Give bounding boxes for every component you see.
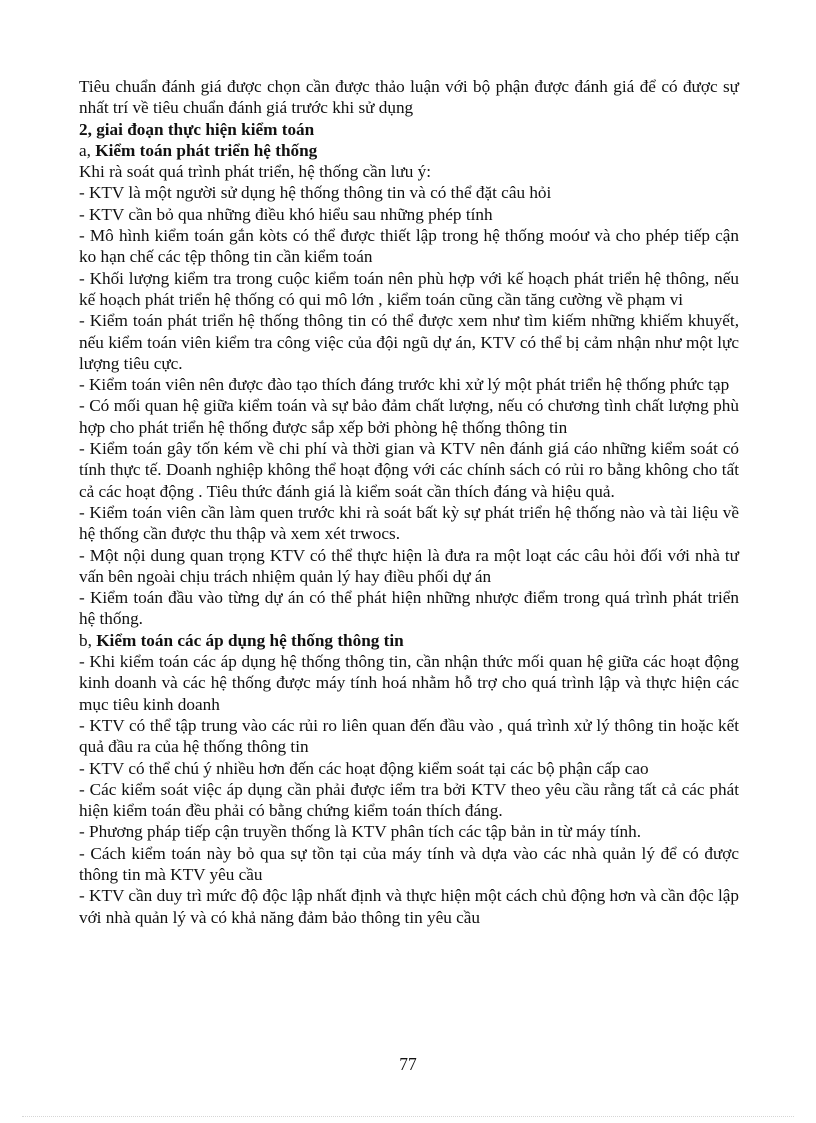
list-item: - Kiểm toán phát triển hệ thống thông tin có thể được xem như tìm kiếm những khiếm khuyết, nếu kiểm toán viên kiểm tra công việc của đội ngũ dự án, KTV có thể bị cảm nhận như một lực lượng tiêu cực. xyxy=(79,311,739,373)
list-item: - Kiểm toán đầu vào từng dự án có thể phát hiện những nhược điểm trong quá trình phát triển hệ thống. xyxy=(79,588,739,629)
intro-a: Khi rà soát quá trình phát triển, hệ thống cần lưu ý: xyxy=(79,162,432,182)
list-item: - KTV cần duy trì mức độ độc lập nhất định và thực hiện một cách chủ động hơn và cần độc lập với nhà quản lý và có khả năng đảm bảo thông tin yêu cầu xyxy=(79,886,739,927)
list-item: - Phương pháp tiếp cận truyền thống là KTV phân tích các tập bản in từ máy tính. xyxy=(79,822,641,842)
list-item: - Kiểm toán viên cần làm quen trước khi rà soát bất kỳ sự phát triển hệ thống nào và tài liệu về hệ thống cần được thu thập và xem xét trwocs. xyxy=(79,502,739,544)
subsection-heading-b: b, Kiểm toán các áp dụng hệ thống thông tin xyxy=(79,630,404,650)
page-number: 77 xyxy=(399,1054,417,1074)
list-item: - Các kiểm soát việc áp dụng cần phải được iểm tra bởi KTV theo yêu cầu rằng tất cả các phát hiện kiểm toán đều phải có bằng chứng kiểm toán thích đáng. xyxy=(79,779,739,821)
list-item: - Kiểm toán viên nên được đào tạo thích đáng trước khi xử lý một phát triển hệ thống phức tạp xyxy=(79,375,730,395)
paragraph-evaluation-criteria: Tiêu chuẩn đánh giá được chọn cần được thảo luận với bộ phận được đánh giá để có được sự nhất trí về tiêu chuẩn đánh giá trước khi sử dụng xyxy=(79,77,739,118)
list-item: - KTV có thể chú ý nhiều hơn đến các hoạt động kiểm soát tại các bộ phận cấp cao xyxy=(79,758,649,778)
list-item: - Có mối quan hệ giữa kiểm toán và sự bảo đảm chất lượng, nếu có chương tình chất lượng phù hợp cho phát triển hệ thống được sắp xếp bởi phòng hệ thống thông tin xyxy=(79,396,739,437)
list-item: - KTV cần bỏ qua những điều khó hiểu sau những phép tính xyxy=(79,204,493,224)
list-item: - Khối lượng kiểm tra trong cuộc kiểm toán nên phù hợp với kế hoạch phát triển hệ thông, nếu kế hoạch phát triển hệ thống có qui mô lớn , kiểm toán cũng cần tăng cường về phạm vi xyxy=(79,268,739,309)
list-item: - KTV có thể tập trung vào các rủi ro liên quan đến đầu vào , quá trình xử lý thông tin hoặc kết quả đầu ra của hệ thống thông tin xyxy=(79,715,739,757)
list-item: - Mô hình kiểm toán gắn kòts có thể được thiết lập trong hệ thống moóư và cho phép tiếp cận ko hạn chế các tệp thông tin cần kiểm toán xyxy=(79,226,739,267)
list-item: - Cách kiểm toán này bỏ qua sự tồn tại của máy tính và dựa vào các nhà quản lý để có được thông tin mà KTV yêu cầu xyxy=(79,843,739,884)
page-body xyxy=(79,76,739,928)
list-item: - Khi kiểm toán các áp dụng hệ thống thông tin, cần nhận thức mối quan hệ giữa các hoạt động kinh doanh và các hệ thống được máy tính hoá nhằm hỗ trợ cho quá trình lập và thực hiện các mục tiêu kinh doanh xyxy=(79,652,739,714)
subsection-heading-a: a, Kiểm toán phát triển hệ thống xyxy=(79,140,318,160)
page-bottom-edge xyxy=(22,1116,794,1117)
list-item: - Kiểm toán gây tốn kém về chi phí và thời gian và KTV nên đánh giá cáo những kiểm soát có tính thực tế. Doanh nghiệp không thể hoạt động với các chính sách có rủi ro bằng không cho tất cả các hoạt động . Tiêu thức đánh giá là kiểm soát cần thích đáng và hiệu quả. xyxy=(79,439,739,501)
section-heading-2: 2, giai đoạn thực hiện kiểm toán xyxy=(79,119,315,139)
list-item: - Một nội dung quan trọng KTV có thể thực hiện là đưa ra một loạt các câu hỏi đối với nhà tư vấn bên ngoài chịu trách nhiệm quản lý hay điều phối dự án xyxy=(79,545,739,586)
list-item: - KTV là một người sử dụng hệ thống thông tin và có thể đặt câu hỏi xyxy=(79,183,552,203)
